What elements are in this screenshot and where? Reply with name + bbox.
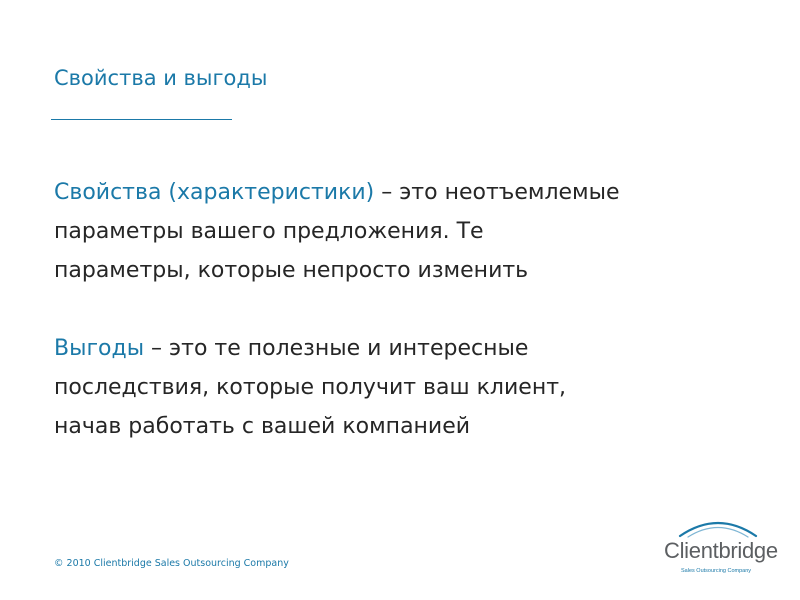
slide-title: Свойства и выгоды: [54, 66, 268, 90]
benefits-term: Выгоды: [54, 336, 145, 361]
benefits-definition-start: – это те полезные и интересные: [144, 336, 529, 361]
logo-tagline: Sales Outsourcing Company: [681, 568, 752, 574]
features-term: Свойства (характеристики): [54, 180, 375, 205]
copyright-footer: © 2010 Clientbridge Sales Outsourcing Company: [54, 558, 289, 569]
benefits-line-3: начав работать с вашей компанией: [54, 414, 471, 439]
benefits-line-1: [54, 329, 774, 368]
benefits-line-2: последствия, которые получит ваш клиент,: [54, 375, 567, 400]
features-line-3: параметры, которые непросто изменить: [54, 258, 529, 283]
features-definition-start: – это неотъемлемые: [374, 180, 620, 205]
clientbridge-logo: [664, 516, 778, 580]
slide-body: [54, 173, 774, 485]
bridge-arc-icon: [678, 516, 758, 538]
logo-wordmark: Clientbridge: [664, 538, 778, 563]
features-paragraph: [54, 173, 774, 290]
benefits-paragraph: [54, 329, 774, 446]
title-underline: [51, 119, 232, 120]
features-line-2: параметры вашего предложения. Те: [54, 219, 484, 244]
features-line-1: [54, 173, 774, 212]
